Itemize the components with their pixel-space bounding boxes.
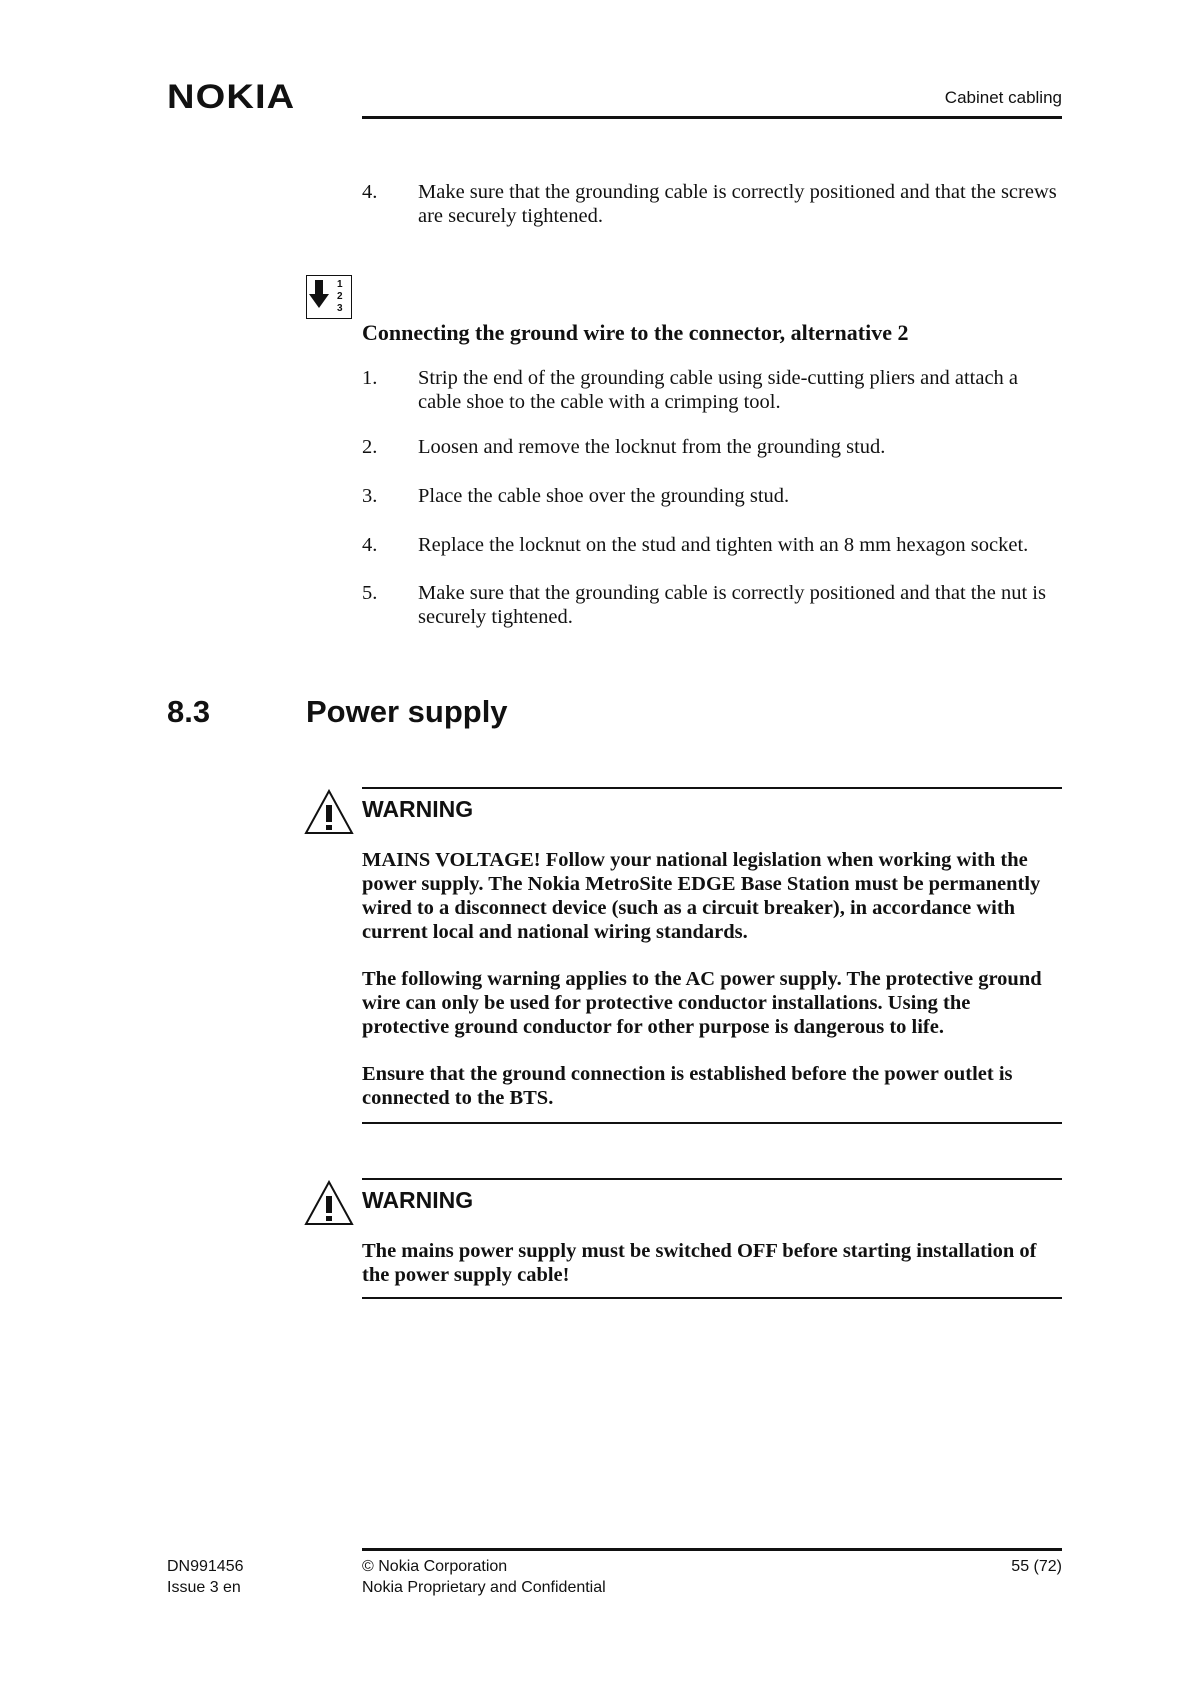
warning-paragraph: Ensure that the ground connection is established before the power outlet is connected to the BTS. <box>362 1063 1013 1109</box>
down-arrow-icon <box>309 278 331 314</box>
confidentiality-notice: Nokia Proprietary and Confidential <box>362 1579 606 1596</box>
warning-paragraph: MAINS VOLTAGE! Follow your national legislation when working with the power supply. The Nokia MetroSite EDGE Base Station must be permanently wired to a disconnect device (such as a circuit breaker), in accordance with current local and national wiring standards. <box>362 849 1041 943</box>
warning-bottom-rule <box>362 1297 1062 1299</box>
section-title: Power supply <box>306 694 508 729</box>
warning-paragraph: The mains power supply must be switched OFF before starting installation of the power supply cable! <box>362 1240 1037 1286</box>
warning-triangle-icon <box>304 789 354 835</box>
step-text: Replace the locknut on the stud and tighten with an 8 mm hexagon socket. <box>418 534 1029 556</box>
warning-bottom-rule <box>362 1122 1062 1124</box>
step-text: Loosen and remove the locknut from the grounding stud. <box>418 436 886 458</box>
warning-title: WARNING <box>362 796 474 822</box>
document-id: DN991456 <box>167 1558 244 1575</box>
header-rule <box>362 116 1062 119</box>
issue-label: Issue 3 en <box>167 1579 241 1596</box>
step-number: 1. <box>362 367 378 389</box>
step-number: 5. <box>362 582 378 604</box>
step-number: 4. <box>362 534 378 556</box>
step-text: Make sure that the grounding cable is correctly positioned and that the nut is securely tightened. <box>418 582 1046 628</box>
step-number: 3. <box>362 485 378 507</box>
step-number: 4. <box>362 181 378 203</box>
nokia-logo: NOKIA <box>167 78 296 116</box>
icon-number: 3 <box>337 303 343 314</box>
header-title: Cabinet cabling <box>944 88 1062 107</box>
warning-paragraph: The following warning applies to the AC power supply. The protective ground wire can only be used for protective conductor installations. Using the protective ground conductor for other purpose is dangerous to life. <box>362 968 1042 1038</box>
step-text: Make sure that the grounding cable is correctly positioned and that the screws are securely tightened. <box>418 181 1057 227</box>
step-text: Strip the end of the grounding cable using side-cutting pliers and attach a cable shoe to the cable with a crimping tool. <box>418 367 1019 413</box>
procedure-heading: Connecting the ground wire to the connector, alternative 2 <box>362 320 909 345</box>
step-number: 2. <box>362 436 378 458</box>
footer-rule <box>362 1548 1062 1551</box>
warning-top-rule <box>362 787 1062 789</box>
warning-title: WARNING <box>362 1187 474 1213</box>
warning-top-rule <box>362 1178 1062 1180</box>
warning-triangle-icon <box>304 1180 354 1226</box>
page-number: 55 (72) <box>1011 1558 1062 1575</box>
icon-number: 2 <box>337 291 343 302</box>
section-number: 8.3 <box>167 694 211 729</box>
step-text: Place the cable shoe over the grounding stud. <box>418 485 790 507</box>
icon-number: 1 <box>337 279 343 290</box>
copyright: © Nokia Corporation <box>362 1558 508 1575</box>
procedure-steps-icon <box>306 275 352 319</box>
